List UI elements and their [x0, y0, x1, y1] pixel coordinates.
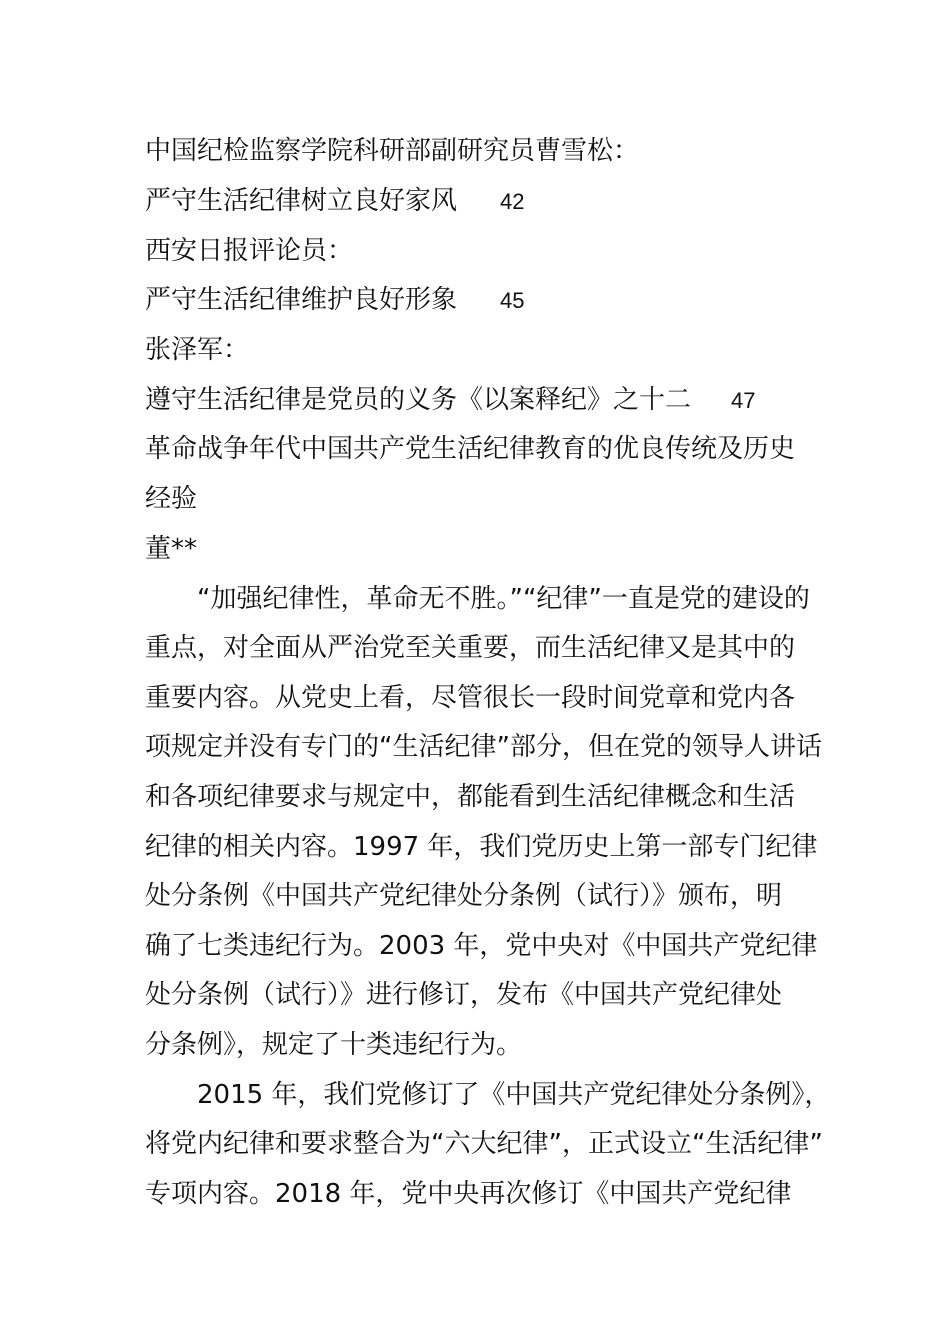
toc-title-2: 严守生活纪律维护良好形象: [145, 285, 458, 315]
article-title-line-2: 经验: [145, 484, 198, 514]
paragraph-line: 分条例》，规定了十类违纪行为。: [145, 1030, 523, 1060]
paragraph-line: 处分条例（试行）》进行修订，发布《中国共产党纪律处: [145, 980, 783, 1010]
article-author: 董**: [145, 534, 198, 564]
paragraph-line: 确了七类违纪行为。2003 年，党中央对《中国共产党纪律: [145, 931, 818, 961]
toc-author-3: 张泽军：: [145, 335, 250, 365]
toc-page-2: 45: [500, 288, 525, 313]
toc-author-1: 中国纪检监察学院科研部副研究员曹雪松：: [145, 136, 640, 166]
toc-title-1: 严守生活纪律树立良好家风: [145, 186, 458, 216]
paragraph-line: 和各项纪律要求与规定中，都能看到生活纪律概念和生活: [145, 782, 796, 812]
paragraph-line: 项规定并没有专门的“生活纪律”部分，但在党的领导人讲话: [145, 732, 822, 762]
toc-author-2: 西安日报评论员：: [145, 236, 354, 266]
paragraph-line: 重点，对全面从严治党至关重要，而生活纪律又是其中的: [145, 633, 796, 663]
paragraph-line: 专项内容。2018 年，党中央再次修订《中国共产党纪律: [145, 1179, 792, 1209]
article-title-line-1: 革命战争年代中国共产党生活纪律教育的优良传统及历史: [145, 434, 796, 464]
toc-page-3: 47: [731, 388, 756, 413]
paragraph-line: 将党内纪律和要求整合为“六大纪律”，正式设立“生活纪律”: [145, 1129, 823, 1159]
paragraph-line: 2015 年，我们党修订了《中国共产党纪律处分条例》，: [197, 1080, 831, 1110]
toc-page-1: 42: [500, 189, 525, 214]
toc-title-3: 遵守生活纪律是党员的义务《以案释纪》之十二: [145, 385, 692, 415]
paragraph-line: “加强纪律性，革命无不胜。”“纪律”一直是党的建设的: [197, 584, 810, 614]
paragraph-line: 处分条例《中国共产党纪律处分条例（试行）》颁布，明: [145, 881, 783, 911]
paragraph-line: 纪律的相关内容。1997 年，我们党历史上第一部专门纪律: [145, 832, 818, 862]
paragraph-line: 重要内容。从党史上看，尽管很长一段时间党章和党内各: [145, 683, 796, 713]
